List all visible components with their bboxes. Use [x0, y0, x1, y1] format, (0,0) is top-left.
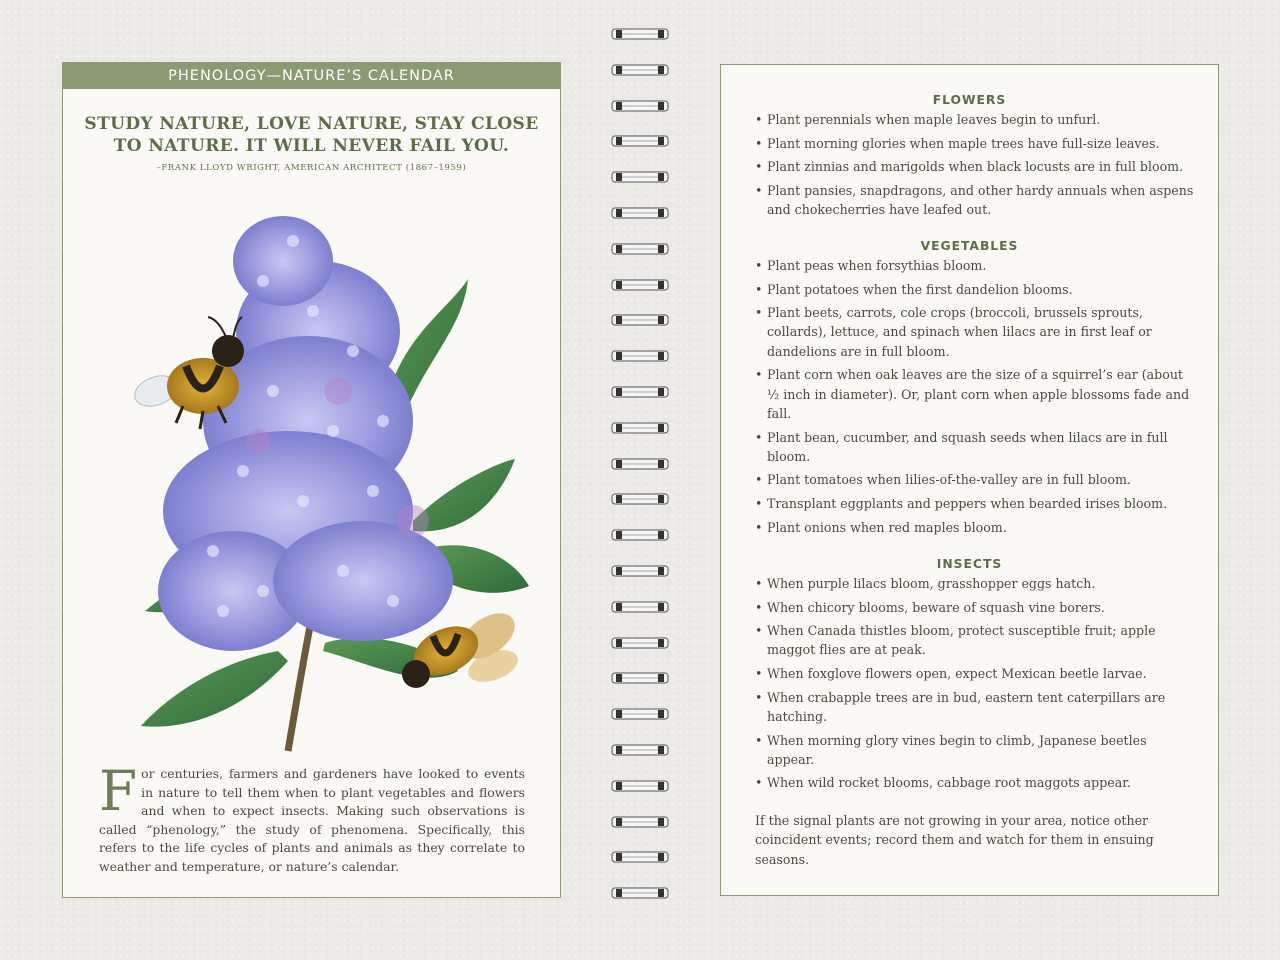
spiral-coil [610, 563, 670, 577]
page-banner: PHENOLOGY—NATURE’S CALENDAR [63, 63, 560, 89]
insects-list [755, 574, 1195, 797]
spiral-coil [610, 312, 670, 326]
spiral-coil [610, 348, 670, 362]
list-item: • Plant perennials when maple leaves begin to unfurl. [755, 110, 1195, 129]
intro-paragraph [99, 759, 525, 877]
list-item: • Plant zinnias and marigolds when black locusts are in full bloom. [755, 157, 1195, 176]
spiral-coil [610, 599, 670, 613]
list-item: • When purple lilacs bloom, grasshopper eggs hatch. [755, 574, 1195, 593]
spiral-coil [610, 527, 670, 541]
spiral-coil [610, 241, 670, 255]
spiral-coil [610, 169, 670, 183]
spiral-coil [610, 885, 670, 899]
quote-line-2: TO NATURE. IT WILL NEVER FAIL YOU. [113, 136, 510, 156]
spiral-coil [610, 205, 670, 219]
spiral-coil [610, 133, 670, 147]
vegetables-list [755, 256, 1195, 541]
insects-heading: INSECTS [936, 557, 1003, 571]
list-item: • When crabapple trees are in bud, eastern tent caterpillars are hatching. [755, 688, 1195, 727]
spiral-coil [610, 456, 670, 470]
list-item: • When foxglove flowers open, expect Mexican beetle larvae. [755, 664, 1195, 683]
flowers-heading: FLOWERS [932, 93, 1007, 107]
drop-cap: F [99, 759, 138, 823]
vegetables-heading: VEGETABLES [920, 239, 1019, 253]
lilac-illustration [63, 191, 562, 761]
list-item: • Plant morning glories when maple trees have full-size leaves. [755, 134, 1195, 153]
quote-line-1: STUDY NATURE, LOVE NATURE, STAY CLOSE [84, 114, 539, 134]
intro-text: or centuries, farmers and gardeners have looked to events in nature to tell them when to plant vegetables and flowers and when to expect insects. Making such observations is called “phenology,” the study of phenomena. Specifically, this refers to the life cycles of plants and animals as they correlate to weather and temperature, or nature’s calendar. [99, 766, 525, 874]
list-item: • When morning glory vines begin to climb, Japanese beetles appear. [755, 731, 1195, 770]
spiral-coil [610, 384, 670, 398]
list-item: • Transplant eggplants and peppers when bearded irises bloom. [755, 494, 1195, 513]
quote [83, 113, 540, 157]
flowers-list [755, 110, 1195, 224]
list-item: • Plant beets, carrots, cole crops (broccoli, brussels sprouts, collards), lettuce, and spinach when lilacs are in first leaf or dandelions are in full bloom. [755, 303, 1195, 361]
spiral-binding [610, 26, 670, 936]
list-item: • When chicory blooms, beware of squash vine borers. [755, 598, 1195, 617]
list-item: • Plant tomatoes when lilies-of-the-valley are in full bloom. [755, 470, 1195, 489]
lilac-blossoms [158, 216, 453, 651]
list-item: • Plant bean, cucumber, and squash seeds when lilacs are in full bloom. [755, 428, 1195, 467]
right-page [720, 64, 1219, 896]
left-page [62, 62, 561, 898]
quote-attribution: –FRANK LLOYD WRIGHT, AMERICAN ARCHITECT (1867–1959) [156, 163, 467, 173]
list-item: • When Canada thistles bloom, protect susceptible fruit; apple maggot flies are at peak. [755, 621, 1195, 660]
spiral-coil [610, 98, 670, 112]
spiral-coil [610, 420, 670, 434]
list-item: • Plant peas when forsythias bloom. [755, 256, 1195, 275]
list-item: • Plant corn when oak leaves are the size of a squirrel’s ear (about ½ inch in diameter). Or, plant corn when apple blossoms fade and fall. [755, 365, 1195, 423]
spiral-coil [610, 706, 670, 720]
spiral-coil [610, 277, 670, 291]
spiral-coil [610, 491, 670, 505]
spiral-coil [610, 62, 670, 76]
spiral-coil [610, 26, 670, 40]
spiral-coil [610, 778, 670, 792]
closing-note: If the signal plants are not growing in your area, notice other coincident events; record them and watch for them in ensuing seasons. [755, 813, 1154, 867]
list-item: • Plant onions when red maples bloom. [755, 518, 1195, 537]
list-item: • Plant potatoes when the first dandelion blooms. [755, 280, 1195, 299]
list-item: • Plant pansies, snapdragons, and other hardy annuals when aspens and chokecherries have leafed out. [755, 181, 1195, 220]
spiral-coil [610, 670, 670, 684]
spiral-coil [610, 814, 670, 828]
spiral-coil [610, 849, 670, 863]
spiral-coil [610, 635, 670, 649]
spiral-coil [610, 742, 670, 756]
list-item: • When wild rocket blooms, cabbage root maggots appear. [755, 773, 1195, 792]
